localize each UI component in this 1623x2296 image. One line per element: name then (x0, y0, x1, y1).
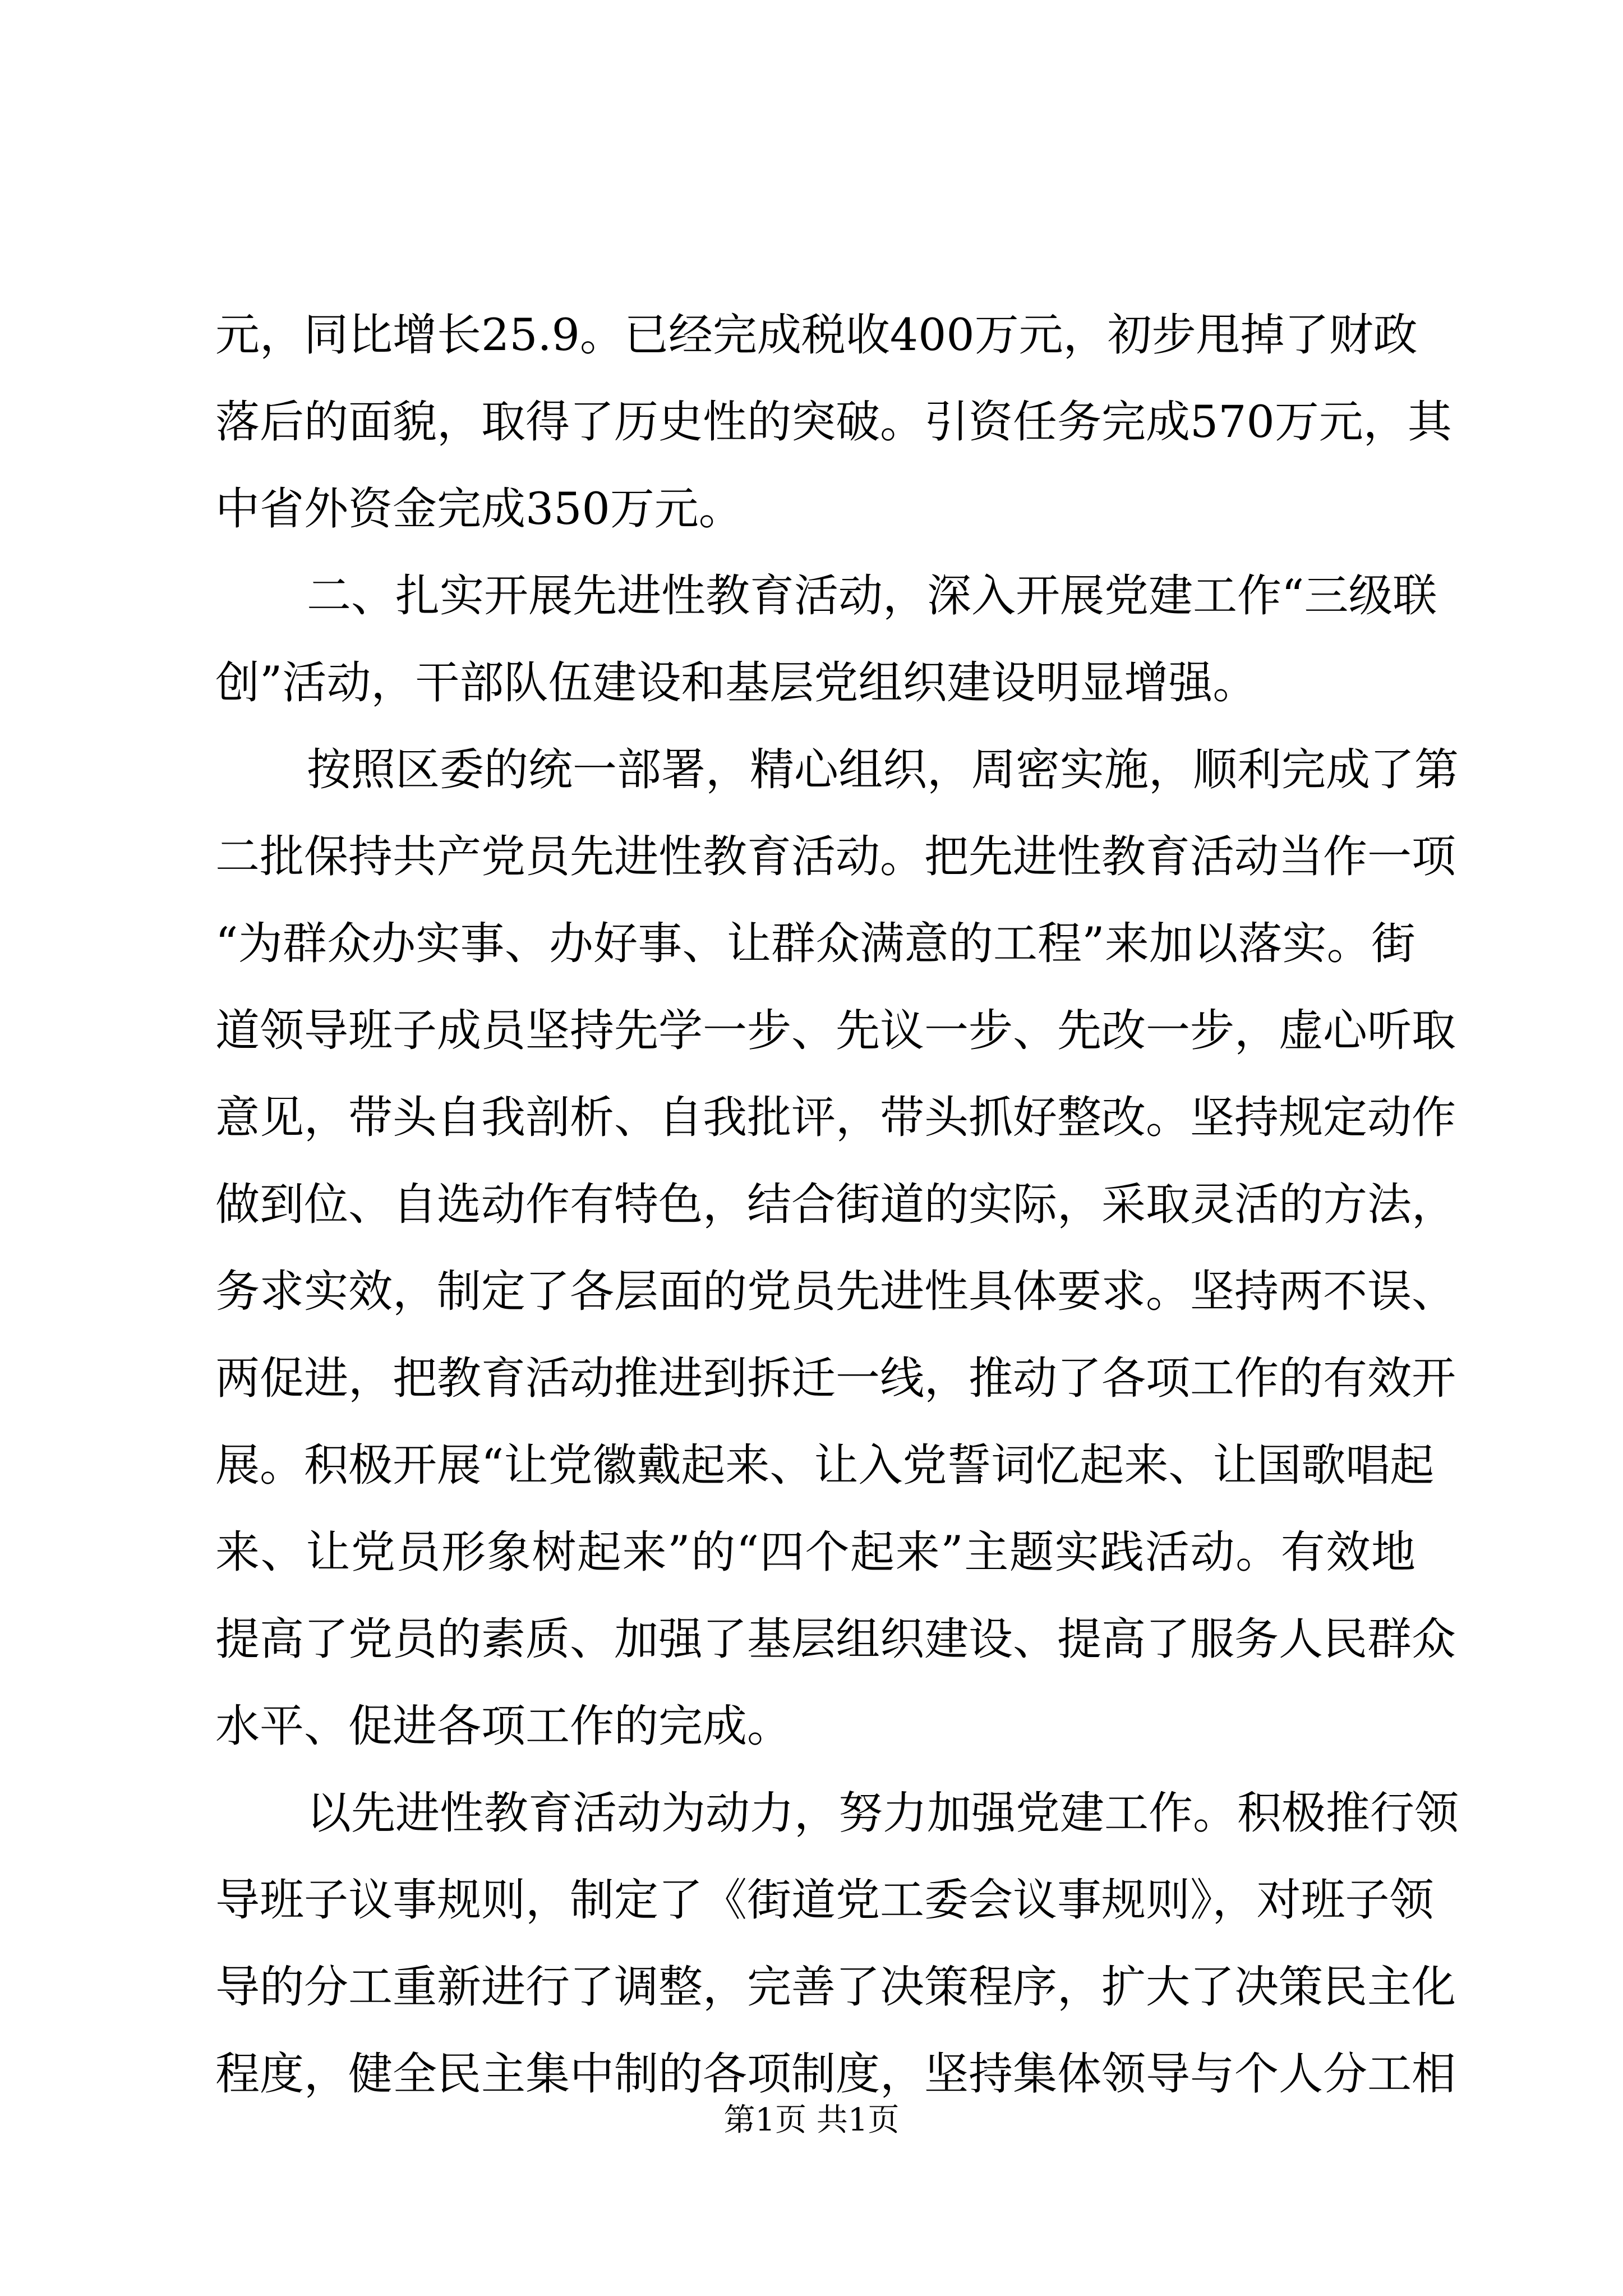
text-line: 水平、促进各项工作的完成。 (215, 1700, 791, 1752)
text-line: 落后的面貌，取得了历史性的突破。引资任务完成570万元，其 (215, 396, 1452, 448)
text-line: 做到位、自选动作有特色，结合街道的实际，采取灵活的方法， (215, 1179, 1456, 1230)
text-line: 意见，带头自我剖析、自我批评，带头抓好整改。坚持规定动作 (215, 1092, 1456, 1143)
text-line: 道领导班子成员坚持先学一步、先议一步、先改一步，虚心听取 (215, 1005, 1456, 1056)
text-line: 导的分工重新进行了调整，完善了决策程序，扩大了决策民主化 (215, 1961, 1456, 2013)
text-line: 导班子议事规则，制定了《街道党工委会议事规则》，对班子领 (215, 1874, 1434, 1926)
text-line: 元，同比增长25.9。已经完成税收400万元，初步甩掉了财政 (215, 309, 1418, 361)
text-line: 中省外资金完成350万元。 (215, 483, 743, 535)
text-line: 创”活动，干部队伍建设和基层党组织建设明显增强。 (215, 657, 1257, 708)
text-line: 来、让党员形象树起来”的“四个起来”主题实践活动。有效地 (215, 1526, 1415, 1578)
text-line: 展。积极开展“让党徽戴起来、让入党誓词忆起来、让国歌唱起 (215, 1439, 1435, 1491)
text-line: 两促进，把教育活动推进到拆迁一线，推动了各项工作的有效开 (215, 1352, 1456, 1404)
text-line: 务求实效，制定了各层面的党员先进性具体要求。坚持两不误、 (215, 1266, 1456, 1317)
text-line: 二、扎实开展先进性教育活动，深入开展党建工作“三级联 (307, 570, 1437, 622)
document-body (215, 292, 1459, 2118)
text-line: “为群众办实事、办好事、让群众满意的工程”来加以落实。街 (215, 918, 1415, 969)
page-footer: 第1页 共1页 (723, 2102, 900, 2138)
text-line: 程度，健全民主集中制的各项制度，坚持集体领导与个人分工相 (215, 2048, 1456, 2100)
text-line: 二批保持共产党员先进性教育活动。把先进性教育活动当作一项 (215, 831, 1456, 882)
text-line: 以先进性教育活动为动力，努力加强党建工作。积极推行领 (307, 1787, 1459, 1839)
text-line: 按照区委的统一部署，精心组织，周密实施，顺利完成了第 (307, 744, 1459, 795)
text-line: 提高了党员的素质、加强了基层组织建设、提高了服务人民群众 (215, 1613, 1456, 1665)
